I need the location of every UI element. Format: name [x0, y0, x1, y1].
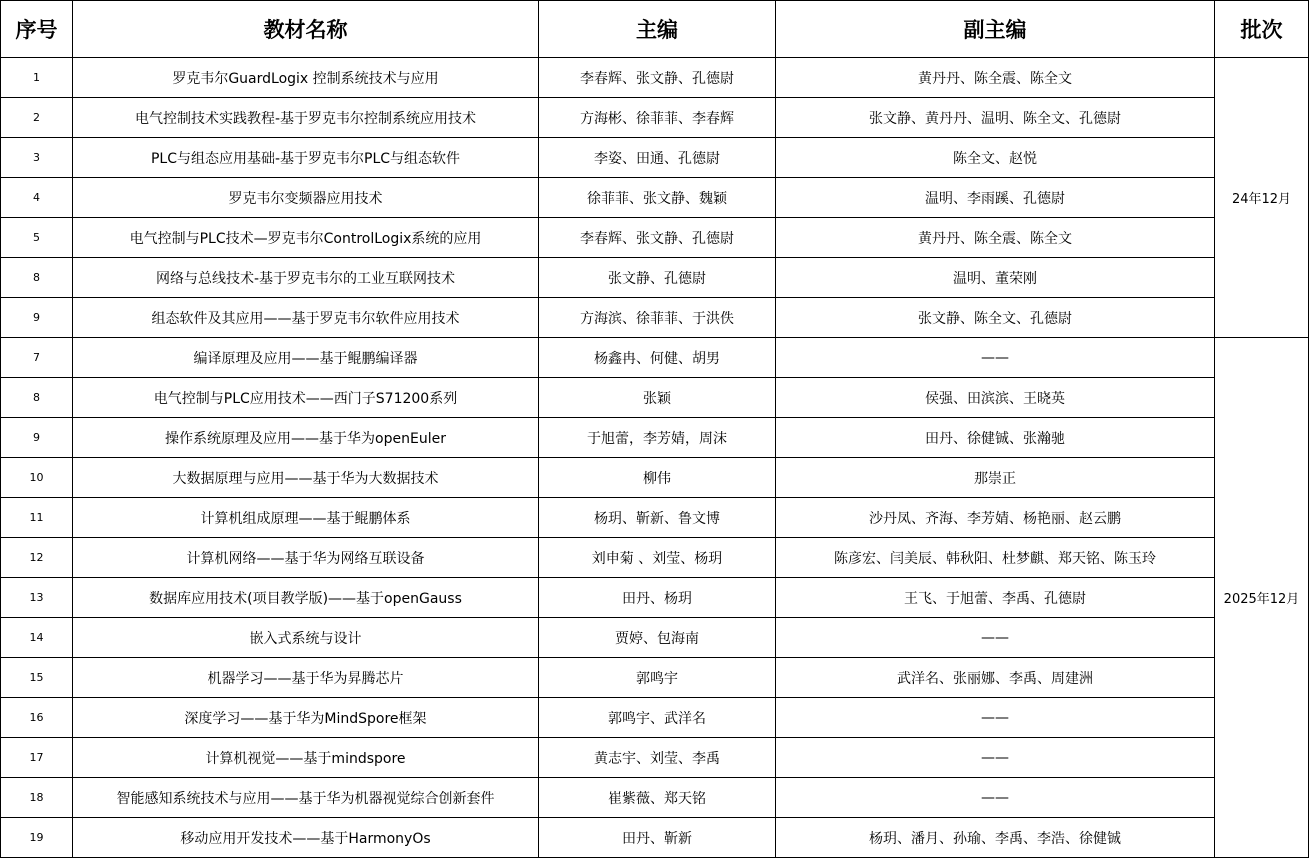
- table-row: [1, 98, 1309, 138]
- row-number: 11: [1, 498, 73, 538]
- row-editor: 李春辉、张文静、孔德尉: [539, 218, 776, 258]
- row-title: 电气控制与PLC应用技术——西门子S71200系列: [73, 378, 539, 418]
- row-title: 电气控制技术实践教程-基于罗克韦尔控制系统应用技术: [73, 98, 539, 138]
- row-deputy: 王飞、于旭蕾、李禹、孔德尉: [776, 578, 1215, 618]
- header-editor: 主编: [539, 1, 776, 58]
- row-title: 编译原理及应用——基于鲲鹏编译器: [73, 338, 539, 378]
- row-title: 机器学习——基于华为昇腾芯片: [73, 658, 539, 698]
- row-deputy: ——: [776, 338, 1215, 378]
- row-number: 9: [1, 298, 73, 338]
- row-number: 7: [1, 338, 73, 378]
- header-batch: 批次: [1215, 1, 1309, 58]
- table-row: [1, 578, 1309, 618]
- row-deputy: ——: [776, 778, 1215, 818]
- row-number: 15: [1, 658, 73, 698]
- header-deputy: 副主编: [776, 1, 1215, 58]
- row-deputy: 沙丹凤、齐海、李芳婧、杨艳丽、赵云鹏: [776, 498, 1215, 538]
- row-deputy: 陈彦宏、闫美辰、韩秋阳、杜梦麒、郑天铭、陈玉玲: [776, 538, 1215, 578]
- row-title: 智能感知系统技术与应用——基于华为机器视觉综合创新套件: [73, 778, 539, 818]
- row-deputy: 黄丹丹、陈全震、陈全文: [776, 58, 1215, 98]
- batch-cell: 24年12月: [1215, 58, 1309, 338]
- row-title: PLC与组态应用基础-基于罗克韦尔PLC与组态软件: [73, 138, 539, 178]
- table-row: [1, 218, 1309, 258]
- row-deputy: 田丹、徐健铖、张瀚驰: [776, 418, 1215, 458]
- row-deputy: ——: [776, 618, 1215, 658]
- row-editor: 田丹、靳新: [539, 818, 776, 858]
- row-number: 9: [1, 418, 73, 458]
- row-editor: 田丹、杨玥: [539, 578, 776, 618]
- row-deputy: 温明、董荣刚: [776, 258, 1215, 298]
- row-title: 电气控制与PLC技术—罗克韦尔ControlLogix系统的应用: [73, 218, 539, 258]
- row-editor: 柳伟: [539, 458, 776, 498]
- table-row: [1, 418, 1309, 458]
- row-title: 罗克韦尔GuardLogix 控制系统技术与应用: [73, 58, 539, 98]
- row-deputy: 武洋名、张丽娜、李禹、周建洲: [776, 658, 1215, 698]
- row-editor: 杨玥、靳新、鲁文博: [539, 498, 776, 538]
- table-row: [1, 178, 1309, 218]
- row-deputy: 温明、李雨蹊、孔德尉: [776, 178, 1215, 218]
- batch-cell: 2025年12月: [1215, 338, 1309, 858]
- row-editor: 杨鑫冉、何健、胡男: [539, 338, 776, 378]
- row-title: 罗克韦尔变频器应用技术: [73, 178, 539, 218]
- row-editor: 郭鸣宇、武洋名: [539, 698, 776, 738]
- row-number: 12: [1, 538, 73, 578]
- table-row: [1, 58, 1309, 98]
- table-row: [1, 778, 1309, 818]
- table-row: [1, 458, 1309, 498]
- row-editor: 张颖: [539, 378, 776, 418]
- row-editor: 黄志宇、刘莹、李禹: [539, 738, 776, 778]
- row-editor: 方海滨、徐菲菲、于洪佚: [539, 298, 776, 338]
- row-number: 4: [1, 178, 73, 218]
- row-title: 计算机视觉——基于mindspore: [73, 738, 539, 778]
- table-row: [1, 138, 1309, 178]
- table-row: [1, 818, 1309, 858]
- table-row: [1, 258, 1309, 298]
- row-title: 网络与总线技术-基于罗克韦尔的工业互联网技术: [73, 258, 539, 298]
- row-deputy: ——: [776, 698, 1215, 738]
- row-editor: 李春辉、张文静、孔德尉: [539, 58, 776, 98]
- row-deputy: 那崇正: [776, 458, 1215, 498]
- row-editor: 李姿、田通、孔德尉: [539, 138, 776, 178]
- row-editor: 崔紫薇、郑天铭: [539, 778, 776, 818]
- row-deputy: 张文静、黄丹丹、温明、陈全文、孔德尉: [776, 98, 1215, 138]
- row-title: 深度学习——基于华为MindSpore框架: [73, 698, 539, 738]
- table-row: [1, 618, 1309, 658]
- table-row: [1, 378, 1309, 418]
- header-index: 序号: [1, 1, 73, 58]
- row-deputy: ——: [776, 738, 1215, 778]
- table-row: [1, 738, 1309, 778]
- row-number: 8: [1, 378, 73, 418]
- row-deputy: 陈全文、赵悦: [776, 138, 1215, 178]
- row-editor: 贾婷、包海南: [539, 618, 776, 658]
- row-number: 13: [1, 578, 73, 618]
- row-title: 计算机组成原理——基于鲲鹏体系: [73, 498, 539, 538]
- row-number: 3: [1, 138, 73, 178]
- table-row: [1, 338, 1309, 378]
- row-number: 8: [1, 258, 73, 298]
- table-row: [1, 538, 1309, 578]
- row-title: 大数据原理与应用——基于华为大数据技术: [73, 458, 539, 498]
- row-deputy: 张文静、陈全文、孔德尉: [776, 298, 1215, 338]
- table-row: [1, 658, 1309, 698]
- row-deputy: 侯强、田滨滨、王晓英: [776, 378, 1215, 418]
- row-number: 18: [1, 778, 73, 818]
- row-number: 19: [1, 818, 73, 858]
- row-number: 2: [1, 98, 73, 138]
- row-number: 5: [1, 218, 73, 258]
- row-deputy: 黄丹丹、陈全震、陈全文: [776, 218, 1215, 258]
- row-editor: 郭鸣宇: [539, 658, 776, 698]
- table-row: [1, 298, 1309, 338]
- row-deputy: 杨玥、潘月、孙瑜、李禹、李浩、徐健铖: [776, 818, 1215, 858]
- row-title: 操作系统原理及应用——基于华为openEuler: [73, 418, 539, 458]
- row-editor: 张文静、孔德尉: [539, 258, 776, 298]
- row-editor: 于旭蕾，李芳婧，周沫: [539, 418, 776, 458]
- row-title: 组态软件及其应用——基于罗克韦尔软件应用技术: [73, 298, 539, 338]
- header-title: 教材名称: [73, 1, 539, 58]
- row-editor: 方海彬、徐菲菲、李春辉: [539, 98, 776, 138]
- table-row: [1, 498, 1309, 538]
- row-editor: 徐菲菲、张文静、魏颖: [539, 178, 776, 218]
- row-number: 1: [1, 58, 73, 98]
- row-title: 数据库应用技术(项目教学版)——基于openGauss: [73, 578, 539, 618]
- row-number: 17: [1, 738, 73, 778]
- row-number: 14: [1, 618, 73, 658]
- row-title: 嵌入式系统与设计: [73, 618, 539, 658]
- row-editor: 刘申菊 、刘莹、杨玥: [539, 538, 776, 578]
- row-number: 16: [1, 698, 73, 738]
- row-title: 计算机网络——基于华为网络互联设备: [73, 538, 539, 578]
- row-title: 移动应用开发技术——基于HarmonyOs: [73, 818, 539, 858]
- header-row: [1, 1, 1309, 58]
- table-row: [1, 698, 1309, 738]
- row-number: 10: [1, 458, 73, 498]
